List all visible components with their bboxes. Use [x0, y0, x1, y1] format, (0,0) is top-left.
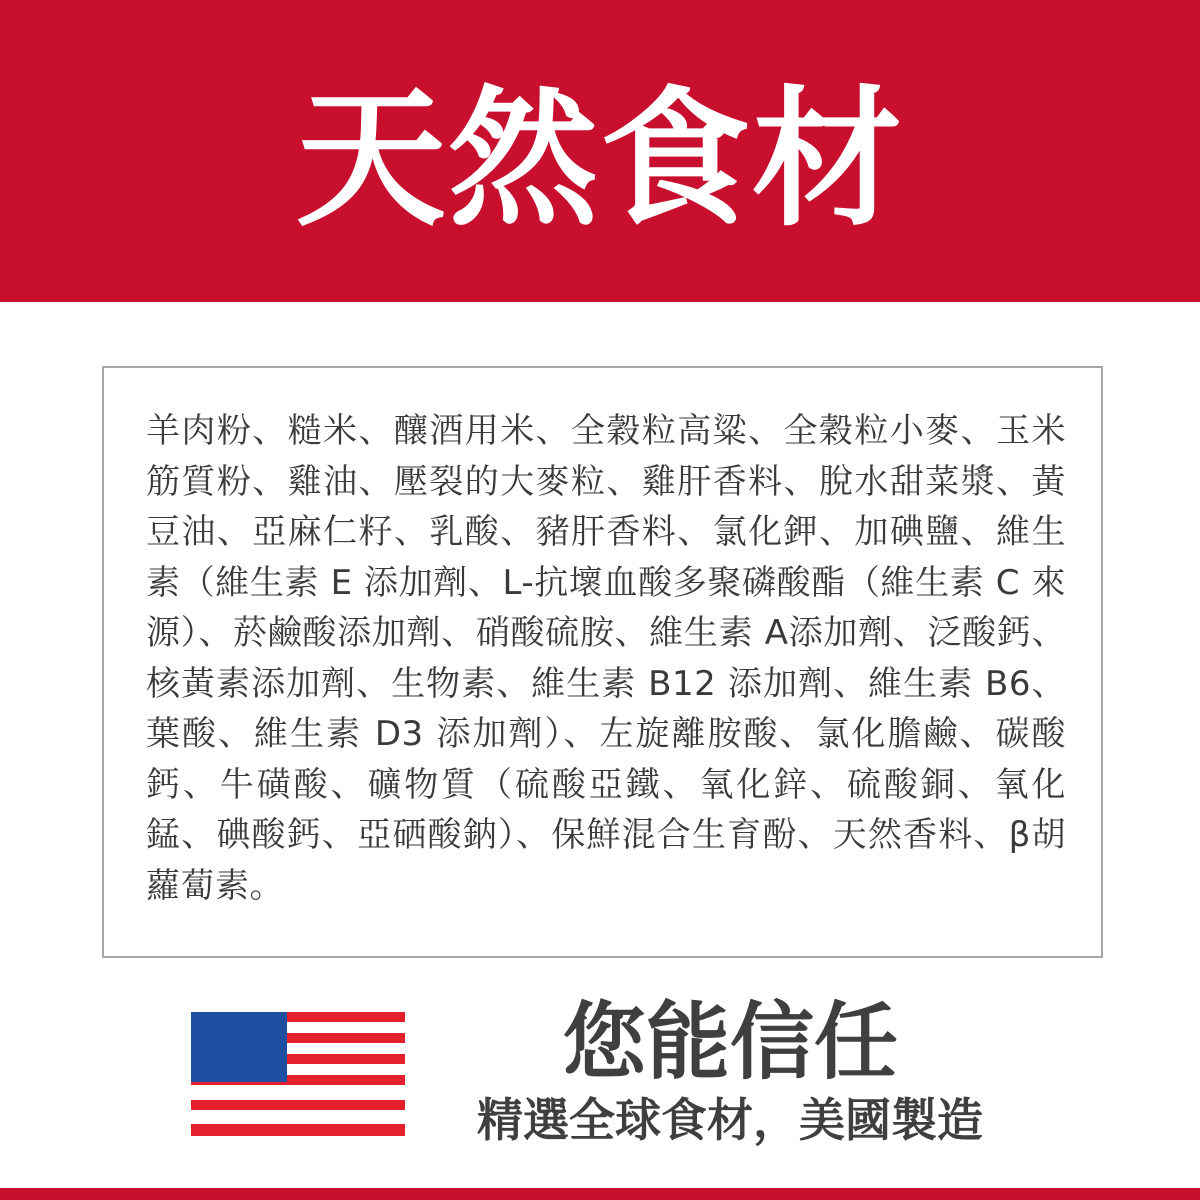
footer-bar	[0, 1188, 1200, 1200]
us-flag-icon	[191, 1012, 405, 1140]
header-banner	[0, 0, 1200, 302]
trust-title: 您能信任	[561, 993, 898, 1091]
ingredients-text: 羊肉粉、糙米、釀酒用米、全穀粒高粱、全穀粒小麥、玉米筋質粉、雞油、壓裂的大麥粒、雞肝香料、脫水甜菜漿、黃豆油、亞麻仁籽、乳酸、豬肝香料、氯化鉀、加碘鹽、維生素（維生素 E 添加劑、L-抗壞血酸多聚磷酸酯（維生素 C 來源）、菸鹼酸添加劑、硝酸硫胺、維生素 A添加劑、泛酸鈣、核黃素添加劑、生物素、維生素 B12 添加劑、維生素 B6、葉酸、維生素 D3 添加劑）、左旋離胺酸、氯化膽鹼、碳酸鈣、牛磺酸、礦物質（硫酸亞鐵、氧化鋅、硫酸銅、氧化錳、碘酸鈣、亞硒酸鈉）、保鮮混合生育酚、天然香料、β胡蘿蔔素。	[146, 411, 1066, 906]
trust-subtitle: 精選全球食材，美國製造	[477, 1093, 983, 1147]
header-title: 天然食材	[295, 73, 904, 247]
ingredients-box	[102, 366, 1103, 958]
